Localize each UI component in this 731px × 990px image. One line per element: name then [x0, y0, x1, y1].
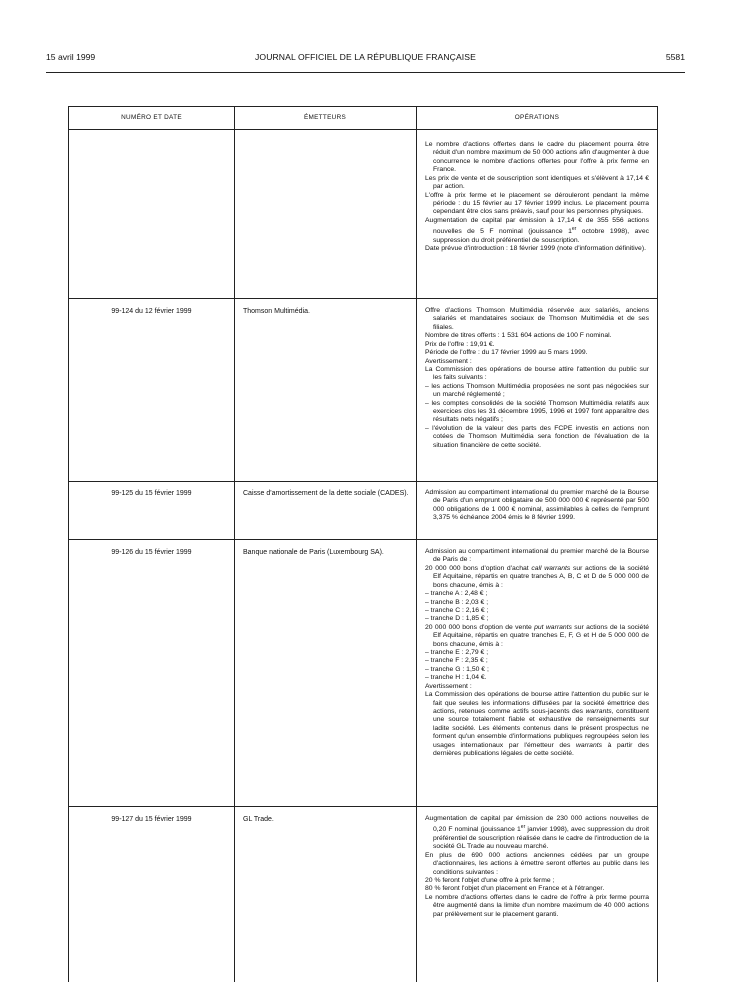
op-paragraph: Admission au compartiment international du premier marché de la Bourse de Paris d'un emprunt obligataire de 500 000 000 € représenté par 500 000 obligations de 1 000 € nominal, assimilables à celles de l'emprunt 3,375 % échéance 2004 émis le 8 février 1999. — [425, 489, 649, 522]
op-paragraph: Date prévue d'introduction : 18 février 1999 (note d'information définitive). — [425, 245, 646, 253]
row-number-date: 99-127 du 15 février 1999 — [111, 816, 192, 823]
journal-title: JOURNAL OFFICIEL DE LA RÉPUBLIQUE FRANÇAISE — [255, 52, 476, 62]
column-header-numero: NUMÉRO ET DATE — [121, 114, 182, 121]
operations-cell — [425, 489, 649, 523]
op-paragraph: Période de l'offre : du 17 février 1999 au 5 mars 1999. — [425, 349, 588, 357]
column-divider-2 — [416, 107, 417, 982]
op-paragraph: Nombre de titres offerts : 1 531 604 actions de 100 F nominal. — [425, 332, 612, 340]
operations-table — [68, 106, 658, 982]
row-separator — [69, 481, 657, 482]
tranche-line: – tranche G : 1,50 € ; — [425, 665, 489, 673]
op-paragraph: Avertissement : — [425, 682, 472, 690]
row-number-date: 99-125 du 15 février 1999 — [111, 490, 192, 497]
op-paragraph: – les comptes consolidés de la société Thomson Multimédia relatifs aux exercices clos les 31 décembre 1995, 1996 et 1997 font apparaître des résultats nets négatifs ; — [425, 399, 649, 424]
row-separator — [69, 298, 657, 299]
tranche-line: – tranche F : 2,35 € ; — [425, 657, 488, 665]
op-paragraph: – les actions Thomson Multimédia proposées ne sont pas négociées sur un marché réglementé ; — [425, 382, 649, 399]
op-paragraph: Le nombre d'actions offertes dans le cadre du placement pourra être réduit d'un nombre maximum de 50 000 actions afin d'augmenter à due concurrence le nombre d'actions offertes pour l'offre à prix ferme en France. — [425, 141, 649, 174]
op-paragraph: 20 % feront l'objet d'une offre à prix ferme ; — [425, 876, 555, 884]
op-paragraph: Augmentation de capital par émission à 17,14 € de 355 556 actions nouvelles de 5 F nominal (jouissance 1er octobre 1998), avec suppression du droit préférentiel de souscription. — [425, 216, 649, 244]
row-issuer: Thomson Multimédia. — [243, 308, 310, 315]
op-paragraph: Les prix de vente et de souscription sont identiques et s'élèvent à 17,14 € par action. — [425, 174, 649, 191]
page-number: 5581 — [665, 52, 685, 62]
row-issuer: Caisse d'amortissement de la dette sociale (CADES). — [243, 490, 409, 497]
op-paragraph: Augmentation de capital par émission de 230 000 actions nouvelles de 0,20 F nominal (jouissance 1er janvier 1998), avec suppression du droit préférentiel de souscription réalisée dans le cadre de l'introduction de la société GL Trade au nouveau marché. — [425, 815, 649, 851]
op-paragraph: La Commission des opérations de bourse attire l'attention du public sur les faits suivants : — [425, 365, 649, 382]
op-paragraph: L'offre à prix ferme et le placement se dérouleront pendant la même période : du 15 février au 17 février 1999 inclus. Le placement pourra cependant être clos sans préavis, sauf pour les personnes physiques. — [425, 191, 649, 216]
op-paragraph: Le nombre d'actions offertes dans le cadre de l'offre à prix ferme pourra être augmenté dans la limite d'un nombre maximum de 40 000 actions par prélèvement sur le placement garanti. — [425, 893, 649, 918]
row-separator — [69, 806, 657, 807]
op-paragraph: Offre d'actions Thomson Multimédia réservée aux salariés, anciens salariés et mandataires sociaux de Thomson Multimédia et de ses filiales. — [425, 307, 649, 331]
row-issuer: GL Trade. — [243, 816, 274, 823]
op-paragraph: Avertissement : — [425, 357, 472, 365]
operations-cell-continued — [425, 141, 649, 253]
op-paragraph: Prix de l'offre : 19,91 €. — [425, 340, 495, 348]
row-number-date: 99-126 du 15 février 1999 — [111, 549, 192, 556]
running-header — [46, 52, 685, 68]
row-separator — [69, 539, 657, 540]
tranche-line: – tranche B : 2,03 € ; — [425, 598, 489, 606]
header-date: 15 avril 1999 — [46, 52, 96, 62]
operations-cell — [425, 307, 649, 450]
tranche-line: – tranche D : 1,85 € ; — [425, 615, 489, 623]
column-header-operations: OPÉRATIONS — [514, 114, 560, 121]
operations-cell — [425, 815, 649, 919]
op-paragraph: En plus de 690 000 actions anciennes cédées par un groupe d'actionnaires, les actions à émettre seront offertes au public dans les conditions suivantes : — [425, 851, 649, 876]
table-header — [69, 107, 657, 130]
row-number-date: 99-124 du 12 février 1999 — [111, 308, 192, 315]
operations-cell — [425, 548, 649, 759]
column-header-emetteurs: ÉMETTEURS — [303, 114, 347, 121]
op-paragraph: 20 000 000 bons d'option d'achat call warrants sur actions de la société Elf Aquitaine, répartis en quatre tranches A, B, C et D de 5 000 000 de bons chacune, émis à : — [425, 564, 649, 589]
op-paragraph: – l'évolution de la valeur des parts des FCPE investis en actions non cotées de Thomson Multimédia sera fonction de l'évaluation de la situation financière de cette société. — [425, 424, 649, 449]
header-rule — [46, 72, 685, 73]
op-paragraph: 20 000 000 bons d'option de vente put warrants sur actions de la société Elf Aquitaine, répartis en quatre tranches E, F, G et H de 5 000 000 de bons chacune, émis à : — [425, 623, 650, 648]
tranche-line: – tranche H : 1,04 €. — [425, 674, 487, 682]
op-paragraph: Admission au compartiment international du premier marché de la Bourse de Paris de : — [425, 548, 649, 564]
column-divider-1 — [234, 107, 235, 982]
tranche-line: – tranche C : 2,16 € ; — [425, 606, 489, 614]
op-paragraph: La Commission des opérations de bourse attire l'attention du public sur le fait que seules les informations diffusées par la société émettrice des actions, retenues comme actifs sous-jacents des warrants, constituent une source totalement fiable et exhaustive de renseignements sur ladite société. Les éléments contenus dans le présent prospectus ne forment qu'un ensemble d'informations publiques regroupées selon les usages internationaux par l'émetteur des warrants à partir des dernières publications légales de cette société. — [425, 691, 649, 758]
op-paragraph: 80 % feront l'objet d'un placement en France et à l'étranger. — [425, 885, 605, 893]
row-issuer: Banque nationale de Paris (Luxembourg SA). — [243, 549, 384, 556]
tranche-line: – tranche A : 2,48 € ; — [425, 590, 488, 598]
tranche-line: – tranche E : 2,79 € ; — [425, 649, 489, 657]
